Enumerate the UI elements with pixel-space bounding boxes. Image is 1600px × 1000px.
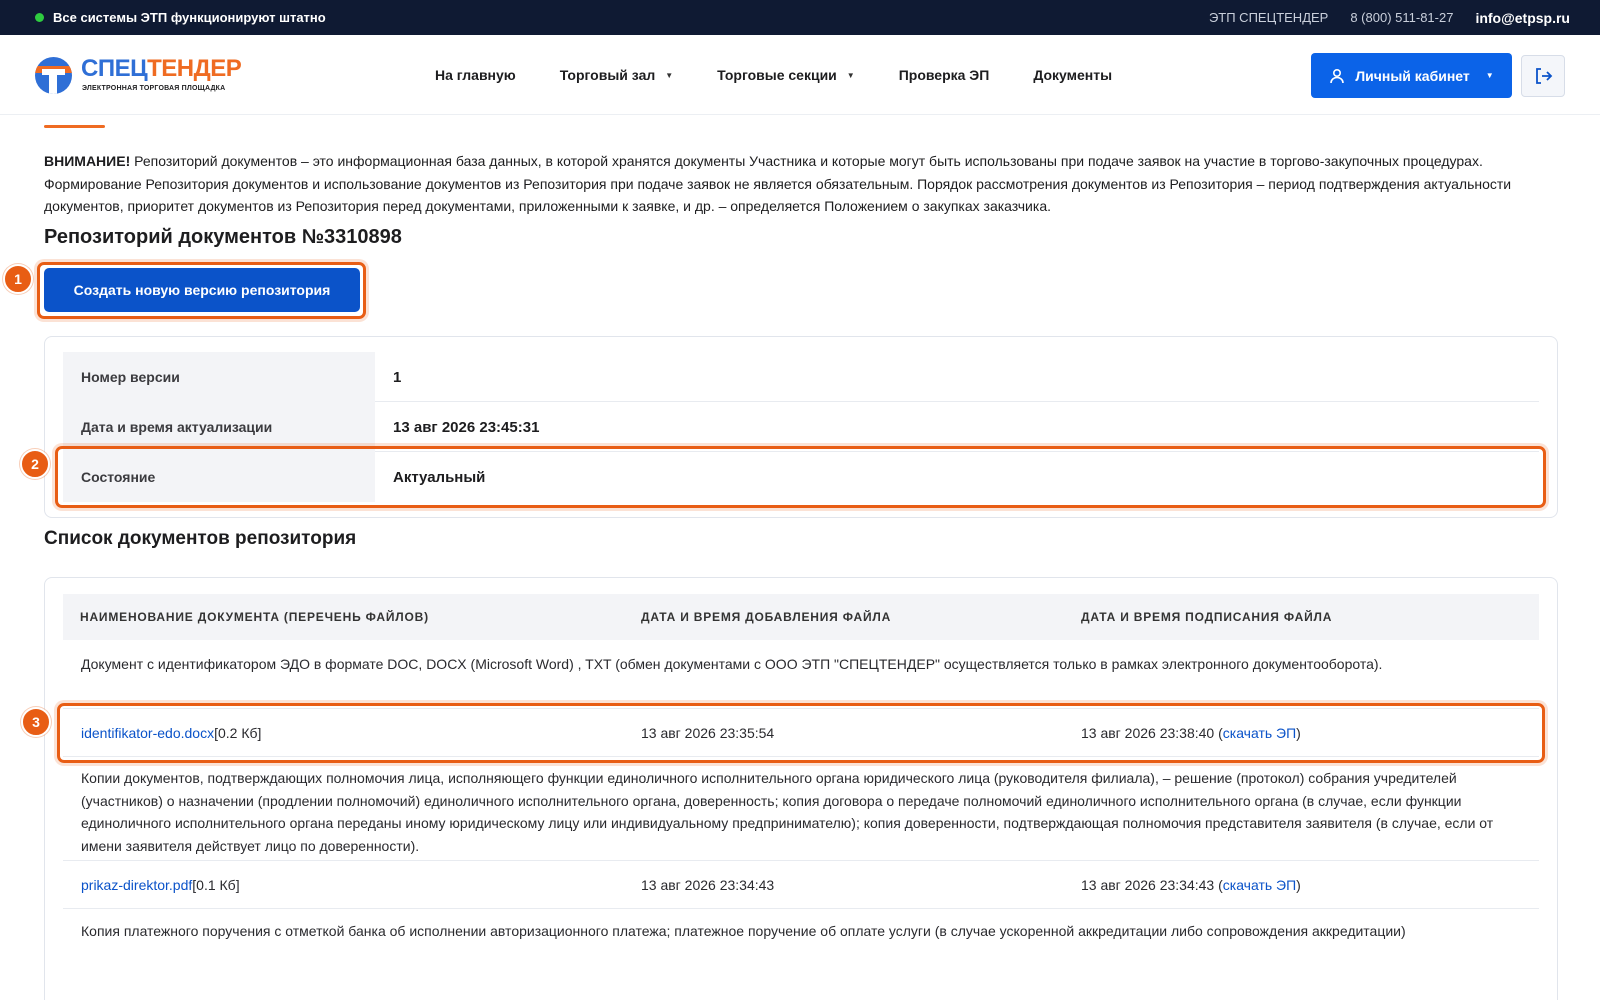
nav-documents-label: Документы [1033,67,1113,83]
step-badge-1: 1 [3,264,33,294]
download-signature-link[interactable]: скачать ЭП [1222,877,1297,893]
nav-trading-hall-label: Торговый зал [559,67,656,83]
user-icon [1329,68,1345,84]
nav-home-label: На главную [435,67,516,83]
file-signed-datetime: 13 авг 2026 23:38:40 ( [1081,725,1223,741]
file-link[interactable]: prikaz-direktor.pdf [81,877,193,893]
logo-text-part2: ТЕНДЕР [147,55,242,82]
update-datetime-value: 13 авг 2026 23:45:31 [393,418,540,436]
step-badge-2: 2 [20,449,50,479]
column-signed-datetime: ДАТА И ВРЕМЯ ПОДПИСАНИЯ ФАЙЛА [1081,610,1333,624]
download-signature-link[interactable]: скачать ЭП [1222,725,1297,741]
nav-trading-hall[interactable] [560,67,673,83]
documents-section-title: Список документов репозитория [44,528,357,549]
version-number-value: 1 [393,368,402,386]
document-description: Документ с идентификатором ЭДО в формате DOC, DOCX (Microsoft Word) , TXT (обмен документами с ООО ЭТП "СПЕЦТЕНДЕР" осуществляется только в рамках электронного документооборота). [63,642,1539,709]
version-number-row [63,352,1539,402]
state-value: Актуальный [393,468,486,486]
status-dot-icon [35,13,44,22]
state-label: Состояние [63,452,375,502]
file-signed-cell [1081,861,1301,909]
highlight-frame-3 [57,703,1545,763]
document-description: Копии документов, подтверждающих полномочия лица, исполняющего функции единоличного исполнительного органа юридического лица (руководителя филиала), – решение (протокол) собрания учредителей (участников) о назначении (продлении полномочий) единоличного исполнительного органа, доверенность; копия договора о передаче полномочий единоличного исполнительного органа (в случае, если функции единоличного исполнительного органа переданы иному юридическому лицу или индивидуальному предпринимателю); копия доверенности, подтверждающая полномочия представителя заявителя (в случае, если от имени заявителя действует лицо по доверенности). [63,757,1539,861]
file-size: [0.1 Кб] [192,877,240,893]
chevron-down-icon: ▼ [846,70,855,80]
logo-subtitle: ЭЛЕКТРОННАЯ ТОРГОВАЯ ПЛОЩАДКА [82,85,226,92]
personal-cabinet-label: Личный кабинет [1355,67,1470,84]
documents-table-card [44,577,1558,1000]
site-header [0,35,1600,115]
status-text: Все системы ЭТП функционируют штатно [53,10,326,25]
file-added-datetime: 13 авг 2026 23:34:43 [641,877,775,893]
nav-home[interactable] [435,67,516,83]
create-repository-version-button[interactable]: Создать новую версию репозитория [44,268,360,312]
update-datetime-label: Дата и время актуализации [63,402,375,452]
logo-emblem-icon [35,57,72,94]
logo[interactable] [35,55,265,97]
chevron-down-icon: ▼ [665,70,674,80]
nav-check-ep-label: Проверка ЭП [898,67,990,83]
main-nav [435,35,1156,115]
table-header [63,594,1539,640]
nav-check-ep[interactable] [899,67,990,83]
phone-link[interactable]: 8 (800) 511-81-27 [1350,10,1454,25]
chevron-down-icon: ▼ [1485,71,1494,80]
column-added-datetime: ДАТА И ВРЕМЯ ДОБАВЛЕНИЯ ФАЙЛА [641,610,892,624]
file-signed-datetime: 13 авг 2026 23:34:43 ( [1081,877,1223,893]
active-tab-indicator [44,125,105,128]
nav-trading-sections-label: Торговые секции [717,67,837,83]
logout-icon [1533,66,1553,86]
step-badge-3: 3 [21,707,51,737]
nav-trading-sections[interactable] [717,67,855,83]
highlight-frame-2 [55,446,1546,508]
warning-text: Репозиторий документов – это информационная база данных, в которой хранятся документы Участника и которые могут быть использованы при подаче заявок на участие в торгово-закупочных процедурах. Формирование Репозитория документов и использование документов из Репозитория при подаче заявок не является обязательным. Порядок рассмотрения документов из Репозитория – период подтверждения актуальности документов, приоритет документов из Репозитория перед документами, приложенными к заявке, и др. – определяется Положением о закупках заказчика. [44,153,1512,214]
close-paren: ) [1296,725,1301,741]
repository-warning [44,150,1564,218]
file-added-datetime: 13 авг 2026 23:35:54 [641,725,775,741]
site-name: ЭТП СПЕЦТЕНДЕР [1208,10,1329,25]
contact-info [1209,0,1570,35]
nav-documents[interactable] [1033,67,1112,83]
logout-button[interactable] [1521,55,1565,97]
file-link[interactable]: identifikator-edo.docx [81,725,215,741]
close-paren: ) [1296,877,1301,893]
version-number-label: Номер версии [63,352,375,402]
file-size: [0.2 Кб] [214,725,262,741]
column-document-name: НАИМЕНОВАНИЕ ДОКУМЕНТА (ПЕРЕЧЕНЬ ФАЙЛОВ) [80,610,429,624]
personal-cabinet-button[interactable] [1311,53,1512,98]
warning-label: ВНИМАНИЕ! [44,153,131,169]
update-datetime-row [63,402,1539,452]
file-cell [81,861,240,909]
page-title: Репозиторий документов №3310898 [44,226,402,248]
logo-text [81,55,241,83]
logo-text-part1: СПЕЦ [81,55,148,82]
email-link[interactable]: info@etpsp.ru [1475,9,1570,26]
document-description: Копия платежного поручения с отметкой банка об исполнении авторизационного платежа; платежное поручение об оплате услуги (в случае ускоренной аккредитации либо сопровождения аккредитации) [81,923,1406,939]
system-status [35,0,326,35]
table-row [63,861,1539,909]
top-status-bar [0,0,1600,35]
